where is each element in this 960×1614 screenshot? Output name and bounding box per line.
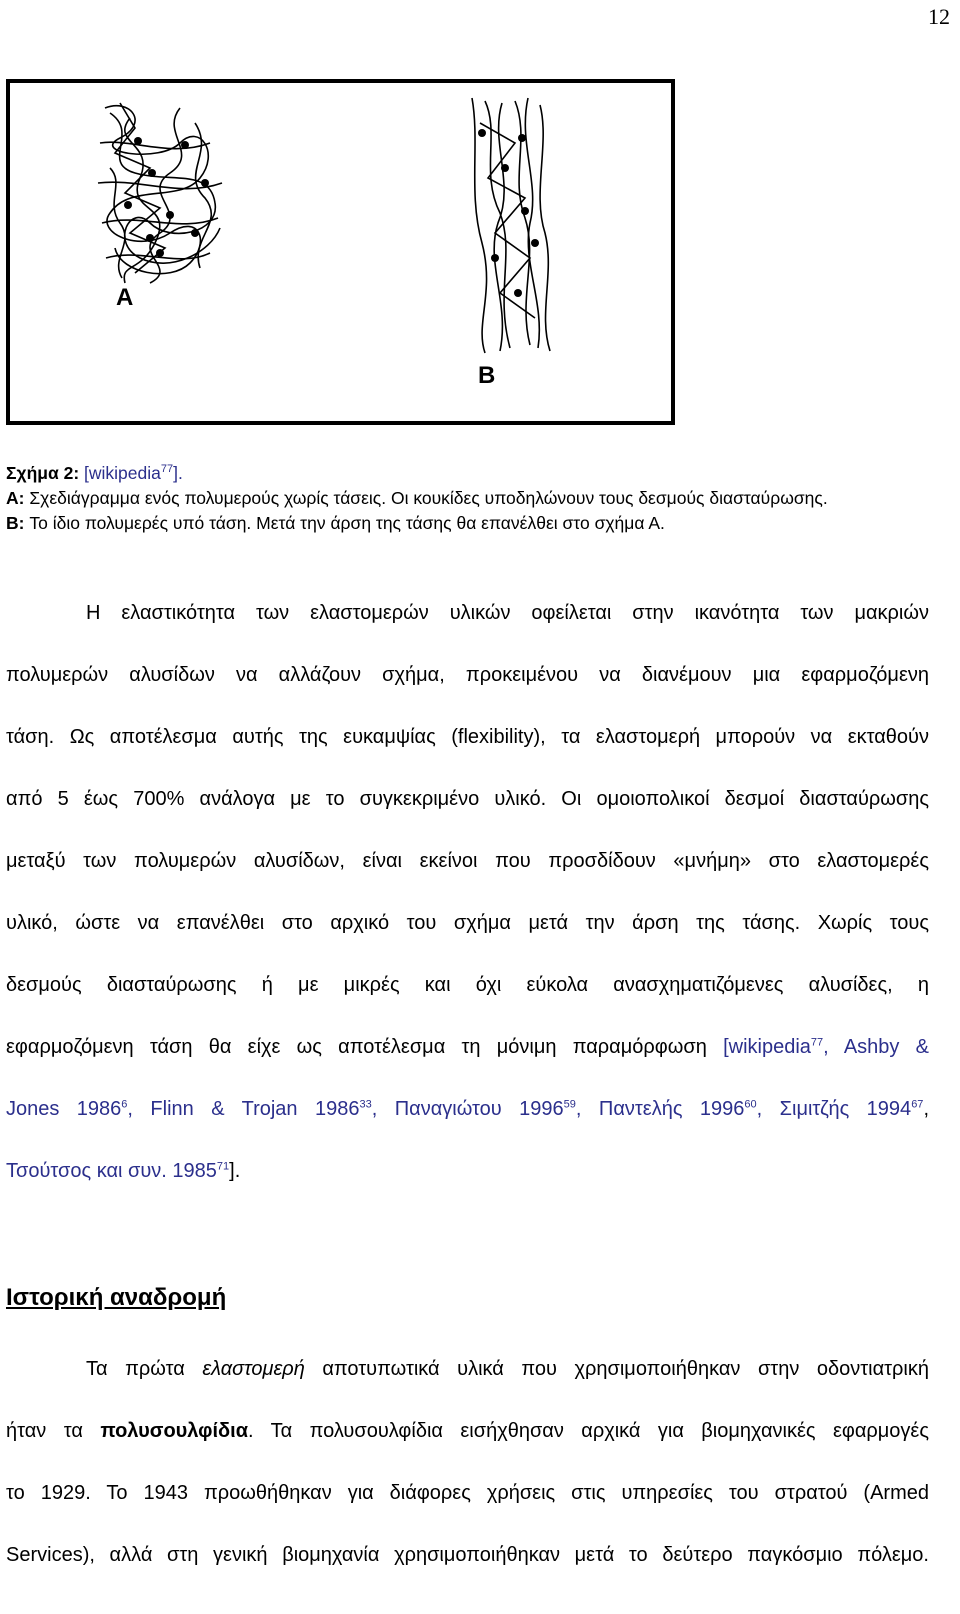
paragraph-line: Services), αλλά στη γενική βιομηχανία χρησιμοποιήθηκαν μετά το δεύτερο παγκόσμιο πόλεμο. (6, 1544, 929, 1566)
caption-title (6, 461, 946, 486)
section-heading: Ιστορική αναδρομή (6, 1284, 227, 1311)
caption-a-text: Σχεδιάγραμμα ενός πολυμερούς χωρίς τάσεις. Οι κουκίδες υποδηλώνουν τους δεσμούς διασταύρωσης. (29, 488, 828, 508)
paragraph-line: ήταν τα πολυσουλφίδια. Τα πολυσουλφίδια εισήχθησαν αρχικά για βιομηχανικές εφαρμογές (6, 1420, 929, 1442)
paragraph-line: Τα πρώτα ελαστομερή αποτυπωτικά υλικά που χρησιμοποιήθηκαν στην οδοντιατρική (86, 1358, 930, 1380)
paragraph-history (6, 1338, 929, 1586)
caption-line-a (6, 486, 946, 511)
paragraph-line: υλικό, ώστε να επανέλθει στο αρχικό του σχήμα μετά την άρση της τάσης. Χωρίς τους (6, 912, 929, 934)
paragraph-line: Η ελαστικότητα των ελαστομερών υλικών οφείλεται στην ικανότητα των μακριών (86, 602, 929, 624)
paragraph-line: από 5 έως 700% ανάλογα με το συγκεκριμένο υλικό. Οι ομοιοπολικοί δεσμοί διασταύρωσης (6, 788, 929, 810)
paragraph-elasticity (6, 582, 929, 1202)
citation-refs[interactable]: Τσούτσος και συν. 1985$^{71}$ (6, 1160, 230, 1182)
caption-b-label: B: (6, 513, 25, 533)
page-number: 12 (928, 4, 950, 29)
caption-a-label: A: (6, 488, 25, 508)
polymer-diagram (10, 83, 671, 421)
label-a: A (116, 284, 134, 311)
paragraph-line: μεταξύ των πολυμερών αλυσίδων, είναι εκείνοι που προσδίδουν «μνήμη» στο ελαστομερές (6, 850, 929, 872)
caption-b-text: Το ίδιο πολυμερές υπό τάση. Μετά την άρση της τάσης θα επανέλθει στο σχήμα Α. (29, 513, 665, 533)
caption-title-label: Σχήμα 2: (6, 463, 80, 483)
citation-refs[interactable]: [wikipedia$^{77}$, Ashby & (723, 1036, 930, 1058)
caption-reference[interactable]: [wikipedia$^{77}$]. (84, 463, 183, 483)
label-b: B (478, 362, 496, 389)
caption-line-b (6, 511, 946, 536)
paragraph-line: εφαρμοζόμενη τάση θα είχε ως αποτέλεσμα τη μόνιμη παραμόρφωση [wikipedia$^{77}$, Ashby & (6, 1036, 930, 1058)
paragraph-line: Jones 1986$^6$, Flinn & Trojan 1986$^{33}$, Παναγιώτου 1996$^{59}$, Παντελής 1996$^{60}$, Σιμιτζής 1994$^{67}$, (6, 1098, 929, 1120)
polymer-figure (6, 79, 675, 425)
paragraph-line: το 1929. Το 1943 προωθήθηκαν για διάφορες χρήσεις στις υπηρεσίες του στρατού (Armed (6, 1482, 929, 1504)
figure-caption (6, 461, 946, 536)
paragraph-line: πολυμερών αλυσίδων να αλλάζουν σχήμα, προκειμένου να διανέμουν μια εφαρμοζόμενη (6, 664, 929, 686)
citation-refs[interactable]: Jones 1986$^6$, Flinn & Trojan 1986$^{33}$, Παναγιώτου 1996$^{59}$, Παντελής 1996$^{60}$, Σιμιτζής 1994$^{67}$ (6, 1098, 924, 1120)
paragraph-line: Τσούτσος και συν. 1985$^{71}$]. (6, 1160, 241, 1182)
paragraph-line: τάση. Ως αποτέλεσμα αυτής της ευκαμψίας (flexibility), τα ελαστομερή μπορούν να εκταθούν (6, 726, 929, 748)
paragraph-line: δεσμούς διασταύρωσης ή με μικρές και όχι εύκολα ανασχηματιζόμενες αλυσίδες, η (6, 974, 929, 996)
